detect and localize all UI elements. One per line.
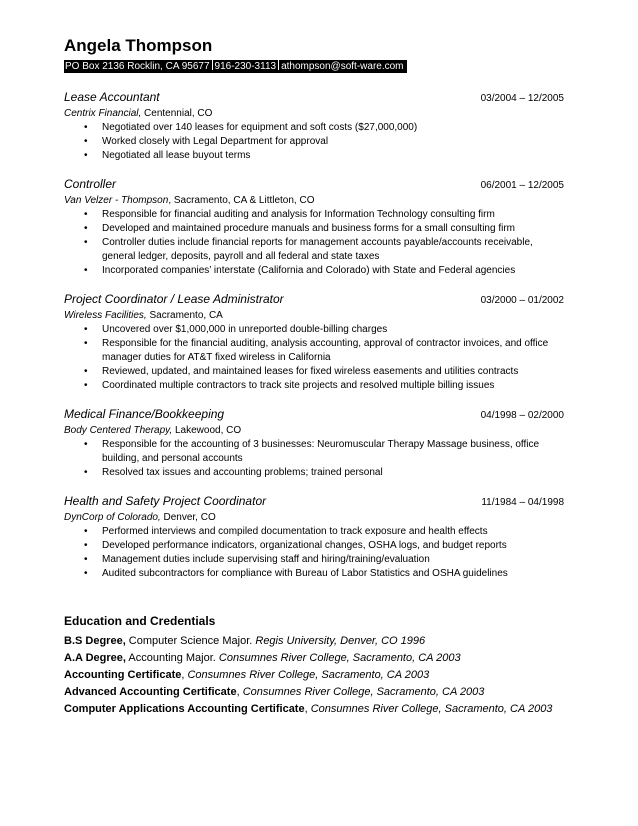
employer-name: DynCorp of Colorado,: [64, 512, 161, 523]
duty-item: [64, 208, 564, 222]
credential-item: [64, 650, 564, 667]
duties-list: [64, 121, 564, 163]
credential-name: Computer Applications Accounting Certificate: [64, 703, 305, 715]
duty-text: Responsible for the financial auditing, analysis accounting, approval of contractor invoices, and office manager duties for AT&T fixed wireless in California: [102, 338, 549, 363]
credential-item: [64, 701, 564, 718]
credential-institution: Consumnes River College, Sacramento, CA 2003: [187, 669, 430, 681]
job-title: Health and Safety Project Coordinator: [64, 494, 267, 508]
credential-institution: Consumnes River College, Sacramento, CA 2003: [310, 703, 553, 715]
credential-name: Advanced Accounting Certificate: [64, 686, 237, 698]
duty-text: Management duties include supervising staff and hiring/training/evaluation: [102, 554, 430, 565]
duty-item: [64, 365, 564, 379]
credential-name: B.S Degree,: [64, 635, 126, 647]
job-entry: [64, 89, 564, 163]
duty-item: [64, 379, 564, 393]
employer-location: Sacramento, CA: [146, 310, 223, 321]
duty-item: [64, 438, 564, 466]
duty-item: [64, 466, 564, 480]
bullet-icon: •: [84, 122, 88, 133]
duties-list: [64, 525, 564, 581]
duty-text: Developed and maintained procedure manuals and business forms for a small consulting firm: [102, 223, 515, 234]
bullet-icon: •: [84, 380, 88, 391]
job-header: [64, 176, 564, 194]
job-dates: 04/1998 – 02/2000: [480, 410, 564, 421]
employer-name: Body Centered Therapy,: [64, 425, 173, 436]
bullet-icon: •: [84, 554, 88, 565]
employer-line: [64, 194, 564, 208]
duties-list: [64, 438, 564, 480]
employer-line: [64, 424, 564, 438]
contact-separator: [278, 60, 279, 70]
bullet-icon: •: [84, 324, 88, 335]
credential-item: [64, 667, 564, 684]
duty-item: [64, 337, 564, 365]
credential-item: [64, 633, 564, 650]
job-entry: [64, 493, 564, 581]
credential-detail: ,: [236, 686, 243, 698]
contact-email: athompson@soft-ware.com: [281, 61, 404, 72]
bullet-icon: •: [84, 209, 88, 220]
employer-name: Van Velzer - Thompson: [64, 195, 169, 206]
job-header: [64, 291, 564, 309]
duty-item: [64, 149, 564, 163]
credential-item: [64, 684, 564, 701]
contact-bar: [64, 60, 407, 73]
duty-text: Resolved tax issues and accounting problems; trained personal: [102, 467, 383, 478]
duty-item: [64, 222, 564, 236]
employer-name: Centrix Financial,: [64, 108, 142, 119]
employer-location: Centennial, CO: [141, 108, 213, 119]
duty-item: [64, 567, 564, 581]
job-dates: 06/2001 – 12/2005: [480, 180, 564, 191]
job-title: Controller: [64, 177, 117, 191]
duty-item: [64, 121, 564, 135]
job-entry: [64, 406, 564, 480]
bullet-icon: •: [84, 237, 88, 248]
job-title: Lease Accountant: [64, 90, 160, 104]
bullet-icon: •: [84, 467, 88, 478]
job-title: Project Coordinator / Lease Administrator: [64, 292, 284, 306]
education-section: [64, 613, 564, 718]
job-dates: 03/2004 – 12/2005: [480, 93, 564, 104]
duty-text: Responsible for the accounting of 3 businesses: Neuromuscular Therapy Massage business, office building, and personal accounts: [102, 439, 540, 464]
job-header: [64, 406, 564, 424]
contact-phone: 916-230-3113: [214, 61, 277, 72]
job-dates: 03/2000 – 01/2002: [480, 295, 564, 306]
bullet-icon: •: [84, 568, 88, 579]
education-heading: Education and Credentials: [64, 614, 216, 628]
employer-line: [64, 309, 564, 323]
employer-line: [64, 511, 564, 525]
duty-text: Performed interviews and compiled documentation to track exposure and health effects: [102, 526, 488, 537]
job-entry: [64, 176, 564, 278]
credential-detail: ,: [181, 669, 188, 681]
employer-location: , Sacramento, CA & Littleton, CO: [168, 195, 315, 206]
credentials-list: [64, 633, 564, 718]
duty-text: Worked closely with Legal Department for approval: [102, 136, 329, 147]
bullet-icon: •: [84, 366, 88, 377]
bullet-icon: •: [84, 265, 88, 276]
duties-list: [64, 323, 564, 393]
duty-item: [64, 323, 564, 337]
duty-item: [64, 236, 564, 264]
duty-text: Responsible for financial auditing and analysis for Information Technology consulting firm: [102, 209, 495, 220]
employer-name: Wireless Facilities,: [64, 310, 147, 321]
credential-detail: Computer Science Major.: [125, 635, 256, 647]
bullet-icon: •: [84, 338, 88, 349]
credential-name: A.A Degree,: [64, 652, 126, 664]
credential-institution: Consumnes River College, Sacramento, CA 2003: [242, 686, 485, 698]
bullet-icon: •: [84, 526, 88, 537]
bullet-icon: •: [84, 540, 88, 551]
duty-text: Incorporated companies’ interstate (California and Colorado) with State and Federal agencies: [102, 265, 516, 276]
duty-text: Coordinated multiple contractors to track site projects and resolved multiple billing issues: [102, 380, 495, 391]
employer-location: Denver, CO: [160, 512, 216, 523]
credential-detail: ,: [304, 703, 311, 715]
credential-name: Accounting Certificate: [64, 669, 182, 681]
job-header: [64, 493, 564, 511]
duty-text: Reviewed, updated, and maintained leases for fixed wireless easements and utilities contracts: [102, 366, 519, 377]
duty-text: Audited subcontractors for compliance with Bureau of Labor Statistics and OSHA guidelines: [102, 568, 508, 579]
credential-institution: Consumnes River College, Sacramento, CA 2003: [218, 652, 461, 664]
duty-item: [64, 135, 564, 149]
duty-item: [64, 553, 564, 567]
job-dates: 11/1984 – 04/1998: [481, 497, 564, 508]
duty-text: Negotiated over 140 leases for equipment and soft costs ($27,000,000): [102, 122, 418, 133]
contact-address: PO Box 2136 Rocklin, CA 95677: [65, 61, 210, 72]
bullet-icon: •: [84, 150, 88, 161]
duty-item: [64, 539, 564, 553]
duty-text: Controller duties include financial reports for management accounts payable/accounts receivable, general ledger, deposits, payroll and all federal and state taxes: [102, 237, 533, 262]
duty-text: Developed performance indicators, organizational changes, OSHA logs, and budget reports: [102, 540, 507, 551]
job-title: Medical Finance/Bookkeeping: [64, 407, 225, 421]
bullet-icon: •: [84, 223, 88, 234]
bullet-icon: •: [84, 439, 88, 450]
employer-line: [64, 107, 564, 121]
credential-institution: Regis University, Denver, CO 1996: [255, 635, 426, 647]
bullet-icon: •: [84, 136, 88, 147]
duty-item: [64, 264, 564, 278]
duty-item: [64, 525, 564, 539]
duty-text: Uncovered over $1,000,000 in unreported double-billing charges: [102, 324, 388, 335]
duties-list: [64, 208, 564, 278]
employer-location: Lakewood, CO: [172, 425, 242, 436]
experience-section: [64, 89, 564, 581]
job-entry: [64, 291, 564, 393]
candidate-name: Angela Thompson: [64, 36, 213, 55]
job-header: [64, 89, 564, 107]
resume-page: [64, 36, 564, 718]
credential-detail: Accounting Major.: [125, 652, 219, 664]
contact-separator: [212, 60, 213, 70]
duty-text: Negotiated all lease buyout terms: [102, 150, 251, 161]
